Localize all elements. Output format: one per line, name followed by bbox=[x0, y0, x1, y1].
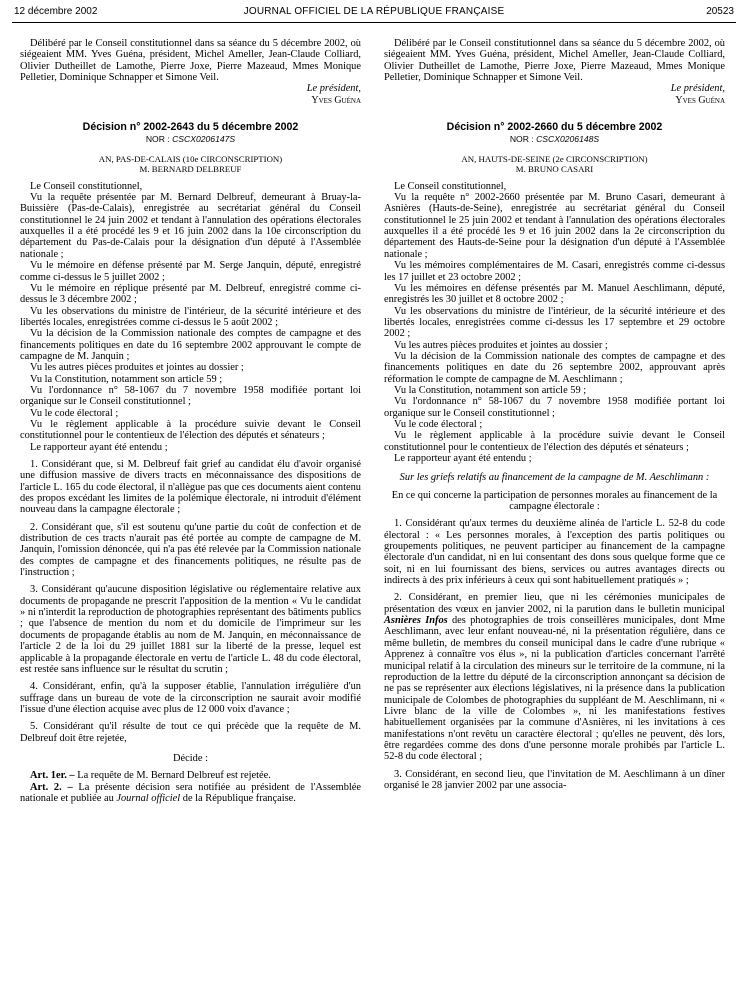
visa-paragraph: Vu la décision de la Commission nationale des comptes de campagne et des financements politiques en date du 16 septembre 2002 approuvant le compte de campagne de M. Janquin ; bbox=[20, 328, 361, 362]
visa-paragraph: Vu l'ordonnance n° 58-1067 du 7 novembre 1958 modifiée portant loi organique sur le Conseil constitutionnel ; bbox=[384, 396, 725, 419]
article-1-text: La requête de M. Bernard Delbreuf est rejetée. bbox=[77, 770, 271, 782]
signature-role: Le président, bbox=[670, 83, 725, 95]
visa-paragraph: Vu les mémoires complémentaires de M. Casari, enregistrés comme ci-dessus les 17 juillet et 23 octobre 2002 ; bbox=[384, 260, 725, 283]
journal-title: JOURNAL OFFICIEL DE LA RÉPUBLIQUE FRANÇAISE bbox=[243, 6, 505, 17]
article-2-text: La présente décision sera notifiée au président de l'Assemblée nationale et publiée au bbox=[20, 781, 362, 804]
signature-role: Le président, bbox=[306, 83, 361, 95]
nor-label: NOR : bbox=[145, 134, 170, 145]
nor-code: CSCX0206147S bbox=[172, 134, 236, 145]
nor-code: CSCX0206148S bbox=[536, 134, 600, 145]
nor-reference bbox=[384, 134, 725, 145]
visa-paragraph: Vu la Constitution, notamment son article 59 ; bbox=[30, 373, 223, 385]
candidate-name: M. BRUNO CASARI bbox=[515, 164, 594, 175]
visa-block bbox=[384, 181, 725, 465]
visa-paragraph: Vu le règlement applicable à la procédure suivie devant le Conseil constitutionnel pour le contentieux de l'élection des députés et sénateurs ; bbox=[20, 418, 361, 442]
visa-paragraph: Le rapporteur ayant été entendu ; bbox=[30, 441, 168, 453]
visa-paragraph: Vu les observations du ministre de l'intérieur, de la sécurité intérieure et des libertés locales, enregistrées comme ci-dessus le 5 août 2002 ; bbox=[20, 305, 361, 328]
decision-title: Décision n° 2002-2643 du 5 décembre 2002 bbox=[82, 121, 299, 134]
decide-heading: Décide : bbox=[173, 752, 208, 764]
considerant-paragraph bbox=[384, 592, 725, 762]
decision-title: Décision n° 2002-2660 du 5 décembre 2002 bbox=[446, 121, 663, 134]
right-column bbox=[384, 38, 725, 791]
visa-paragraph: Vu le code électoral ; bbox=[394, 418, 483, 430]
visa-paragraph: Vu la décision de la Commission nationale des comptes de campagne et des financements politiques en date du 26 septembre 2002, approuvant après réformation le compte de campagne de M. Aeschlimann ; bbox=[384, 350, 725, 385]
header-date: 12 décembre 2002 bbox=[14, 6, 98, 17]
considerant-paragraph: 2. Considérant que, s'il est soutenu qu'une partie du coût de confection et de distribution de ces tracts n'aurait pas été portée au compte de campagne de M. Janquin, l'omission dénoncée, qui n'a pas été relevée par la Commission nationale des comptes de campagne et des financements politiques, ne résulte pas de l'instruction ; bbox=[20, 521, 361, 579]
article-2-label: Art. 2. – bbox=[30, 781, 73, 793]
nor-label: NOR : bbox=[509, 134, 534, 145]
header-rule bbox=[12, 22, 736, 23]
considerant-paragraph: 5. Considérant qu'il résulte de tout ce qui précède que la requête de M. Delbreuf doit être rejetée, bbox=[20, 721, 361, 744]
journal-officiel-ref: Journal officiel bbox=[116, 792, 181, 804]
left-column bbox=[20, 38, 361, 804]
visa-paragraph: Vu la Constitution, notamment son article 59 ; bbox=[394, 384, 587, 396]
considerant-2-text-cont: des photographies de trois conseillères municipales, dont Mme Aeschlimann, avec leur enfant nouveau-né, ni la présentation régulière, dans ce même bulletin, de membres du conseil municipal dans le cadre d'une rubrique « Apprenez à connaître vos élus », ni la publication d'articles concernant l'arrêté municipal relatif à la circulation des mineurs sur le territoire de la commune, ni la reproduction de la lettre du député de la circonscription annonçant sa décision de ne pas se représenter aux élections législatives, ni la présence dans la publication municipale de Colombes de photographies du suppléant de M. Aeschlimann, ni « Livre blanc de la ville de Colombes », ni les manifestations festives habituellement organisées par la commune d'Asnières, ni les invitations à ces manifestations n'ont revêtu un caractère électoral ; qu'elles ne peuvent, dès lors, être regardées comme des dons d'une personne morale prohibés par l'article L. 52-8 du code électoral ; bbox=[384, 615, 725, 763]
nor-reference bbox=[20, 134, 361, 145]
bulletin-title: Asnières Infos bbox=[384, 615, 448, 627]
section-heading: Sur les griefs relatifs au financement de la campagne de M. Aeschlimann : bbox=[399, 472, 710, 484]
signature-name: Yves Guéna bbox=[675, 94, 725, 106]
article-1-label: Art. 1er. – bbox=[30, 770, 75, 782]
considerant-paragraph: 3. Considérant, en second lieu, que l'invitation de M. Aeschlimann à un dîner organisé le 28 janvier 2002 par une associa- bbox=[384, 768, 725, 791]
signature-name: Yves Guéna bbox=[311, 94, 361, 106]
considerant-paragraph: 1. Considérant que, si M. Delbreuf fait grief au candidat élu d'avoir organisé une diffusion massive de divers tracts en méconnaissance des dispositions de l'article L. 165 du code électoral, il n'allègue pas que ces documents aient contenu des propos excédant les limites de la polémique électorale, ni introduit d'élément nouveau dans la campagne électorale ; bbox=[20, 459, 361, 516]
considerant-paragraph: 3. Considérant qu'aucune disposition législative ou réglementaire relative aux documents de propagande ne prescrit l'apposition de la mention « Vu le candidat » ni n'interdit la reproduction de photographies représentant des bâtiments publics ; que l'absence de mention du nom et du domicile de l'imprimeur sur les documents de propagande établis au nom de M. Janquin, en méconnaissance de l'article 2 de la loi du 29 juillet 1881 sur la liberté de la presse, lequel est applicable à la propagande électorale en vertu de l'article L. 48 du code électoral, est restée sans influence sur le résultat du scrutin ; bbox=[20, 584, 361, 675]
circonscription: AN, PAS-DE-CALAIS (10e CIRCONSCRIPTION) bbox=[98, 153, 283, 164]
visa-paragraph: Le Conseil constitutionnel, bbox=[394, 180, 507, 192]
visa-paragraph: Vu la requête présentée par M. Bernard Delbreuf, demeurant à Bruay-la-Buissière (Pas-de-Calais), enregistrée au secrétariat général du Conseil constitutionnel le 24 juin 2002 et tendant à l'annulation des opérations électorales auxquelles il a été procédé les 9 et 16 juin 2002 dans la 10e circonscription du département du Pas-de-Calais pour la désignation d'un député à l'Assemblée nationale ; bbox=[20, 192, 361, 260]
visa-paragraph: Vu le code électoral ; bbox=[30, 407, 119, 419]
considerants-block bbox=[20, 459, 361, 744]
visa-block bbox=[20, 181, 361, 453]
considerant-paragraph: 1. Considérant qu'aux termes du deuxième alinéa de l'article L. 52-8 du code électoral : « Les personnes morales, à l'exception des partis politiques ou groupements politiques, ne peuvent participer au financement de la campagne électorale d'un candidat, ni en lui consentant des dons sous quelque forme que ce soit, ni en lui fournissant des biens, services ou autres avantages directs ou indirects à des prix inférieurs à ceux qui sont habituellement pratiqués » ; bbox=[384, 518, 725, 587]
article-2-text-end: de la République française. bbox=[182, 792, 296, 804]
visa-paragraph: Vu le mémoire en défense présenté par M. Serge Janquin, député, enregistré comme ci-dessus le 5 juillet 2002 ; bbox=[20, 260, 361, 283]
article-2 bbox=[20, 782, 361, 805]
visa-paragraph: Vu le règlement applicable à la procédure suivie devant le Conseil constitutionnel pour le contentieux de l'élection des députés et sénateurs ; bbox=[384, 430, 725, 453]
candidate-name: M. BERNARD DELBREUF bbox=[139, 164, 242, 175]
visa-paragraph: Le Conseil constitutionnel, bbox=[30, 180, 143, 192]
circonscription: AN, HAUTS-DE-SEINE (2e CIRCONSCRIPTION) bbox=[461, 153, 648, 164]
considerant-paragraph: 4. Considérant, enfin, qu'à la supposer établie, l'annulation irrégulière d'un suffrage dans un bureau de vote de la circonscription ne saurait avoir modifié l'issue d'une élection acquise avec plus de 12 000 voix d'avance ; bbox=[20, 681, 361, 715]
visa-paragraph: Vu les mémoires en défense présentés par M. Manuel Aeschlimann, député, enregistrés les 30 juillet et 8 octobre 2002 ; bbox=[384, 282, 725, 306]
deliberation-paragraph: Délibéré par le Conseil constitutionnel dans sa séance du 5 décembre 2002, où siégeaient MM. Yves Guéna, président, Michel Ameller, Jean-Claude Colliard, Olivier Dutheillet de Lamothe, Pierre Joxe, Pierre Mazeaud, Mmes Monique Pelletier, Dominique Schnapper et Simone Veil. bbox=[20, 38, 361, 84]
visa-paragraph: Le rapporteur ayant été entendu ; bbox=[394, 453, 532, 464]
article-1 bbox=[20, 770, 361, 781]
visa-paragraph: Vu les observations du ministre de l'intérieur, de la sécurité intérieure et des libertés locales, enregistrées comme ci-dessus les 17 septembre et 29 octobre 2002 ; bbox=[384, 305, 725, 340]
deliberation-paragraph: Délibéré par le Conseil constitutionnel dans sa séance du 5 décembre 2002, où siégeaient MM. Yves Guéna, président, Michel Ameller, Jean-Claude Colliard, Olivier Dutheillet de Lamothe, Pierre Joxe, Pierre Mazeaud, Mmes Monique Pelletier, Dominique Schnapper et Simone Veil. bbox=[384, 38, 725, 84]
visa-paragraph: Vu les autres pièces produites et jointes au dossier ; bbox=[394, 339, 608, 351]
page-number: 20523 bbox=[706, 6, 734, 17]
page-header bbox=[14, 6, 734, 20]
visa-paragraph: Vu l'ordonnance n° 58-1067 du 7 novembre 1958 modifiée portant loi organique sur le Conseil constitutionnel ; bbox=[20, 384, 361, 408]
visa-paragraph: Vu le mémoire en réplique présenté par M. Delbreuf, enregistré comme ci-dessus le 3 décembre 2002 ; bbox=[20, 282, 361, 306]
subsection-heading: En ce qui concerne la participation de personnes morales au financement de la campagne électorale : bbox=[391, 489, 718, 513]
visa-paragraph: Vu la requête n° 2002-2660 présentée par M. Bruno Casari, demeurant à Asnières (Hauts-de-Seine), enregistrée au secrétariat général du Conseil constitutionnel le 25 juin 2002 et tendant à l'annulation des opérations électorales auxquelles il a été procédé les 9 et 16 juin 2002 dans la 2e circonscription du département des Hauts-de-Seine pour la désignation d'un député à l'Assemblée nationale ; bbox=[384, 192, 725, 260]
considerant-2-text: 2. Considérant, en premier lieu, que ni les cérémonies municipales de présentation des vœux en janvier 2002, ni la parution dans le bulletin municipal bbox=[384, 592, 725, 615]
visa-paragraph: Vu les autres pièces produites et jointes au dossier ; bbox=[30, 362, 244, 374]
